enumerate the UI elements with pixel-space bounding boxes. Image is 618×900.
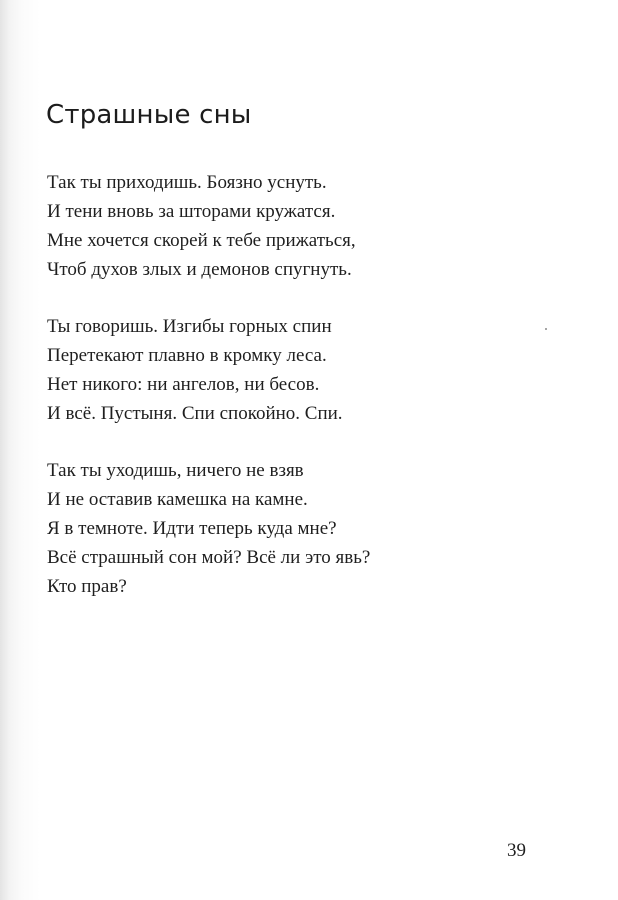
stanza-1: [47, 168, 587, 284]
stanza-3: [47, 456, 587, 601]
poem-title: Страшные сны: [46, 100, 252, 130]
poem-line: Кто прав?: [47, 576, 127, 597]
page-number: 39: [507, 840, 526, 861]
poem-line: Перетекают плавно в кромку леса.: [47, 345, 327, 366]
poem-line: Всё страшный сон мой? Всё ли это явь?: [47, 547, 371, 568]
poem-line: Так ты уходишь, ничего не взяв: [47, 460, 304, 481]
stanza-2: [47, 312, 587, 428]
poem-line: Нет никого: ни ангелов, ни бесов.: [47, 374, 320, 395]
paper-speck: [545, 328, 547, 330]
poem-line: И тени вновь за шторами кружатся.: [47, 201, 336, 222]
poem-line: И всё. Пустыня. Спи спокойно. Спи.: [47, 403, 343, 424]
poem-line: Я в темноте. Идти теперь куда мне?: [47, 518, 337, 539]
poem-line: Так ты приходишь. Боязно уснуть.: [47, 172, 327, 193]
poem-body: [47, 168, 587, 629]
poem-line: Ты говоришь. Изгибы горных спин: [47, 316, 332, 337]
poem-line: И не оставив камешка на камне.: [47, 489, 308, 510]
poem-line: Чтоб духов злых и демонов спугнуть.: [47, 259, 352, 280]
poem-line: Мне хочется скорей к тебе прижаться,: [47, 230, 356, 251]
